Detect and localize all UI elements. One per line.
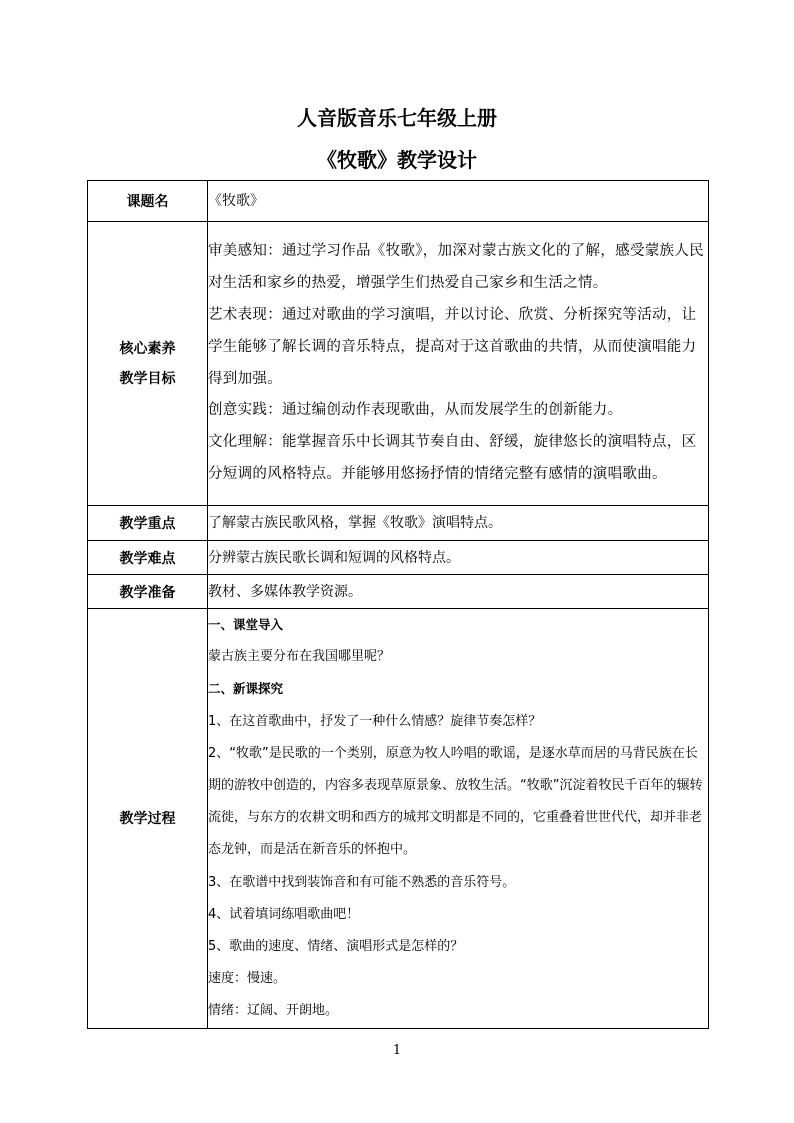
explore-item-3: 3、在歌谱中找到装饰音和有可能不熟悉的音乐符号。	[208, 874, 516, 890]
mood-answer: 情绪：辽阔、开朗地。	[208, 1003, 339, 1019]
goals-label	[88, 222, 208, 506]
keypoint-value	[208, 506, 709, 541]
topic-text: 《牧歌》	[208, 193, 264, 209]
process-content	[208, 609, 709, 1029]
process-label: 教学过程	[88, 609, 208, 1029]
goal-cultural: 文化理解：能掌握音乐中长调其节奏自由、舒缓，旋律悠长的演唱特点，区分短调的风格特点。并能够用悠扬抒情的情绪完整有感情的演唱歌曲。	[208, 434, 697, 482]
section-heading-intro: 一、课堂导入	[208, 617, 284, 632]
goals-content	[208, 222, 709, 506]
topic-value	[208, 181, 709, 222]
section-heading-explore: 二、新课探究	[208, 681, 284, 697]
table-row-difficulty	[88, 541, 709, 575]
topic-label: 课题名	[88, 181, 208, 222]
goal-aesthetic: 审美感知：通过学习作品《牧歌》，加深对蒙古族文化的了解，感受蒙族人民对生活和家乡的热爱，增强学生们热爱自己家乡和生活之情。	[208, 243, 704, 292]
difficulty-label: 教学难点	[88, 541, 208, 575]
document-title: 人音版音乐七年级上册	[297, 106, 497, 130]
explore-item-2: 2、“牧歌”是民歌的一个类别，原意为牧人吟唱的歌谣，是逐水草而居的马背民族在长期的游牧中创造的，内容多表现草原景象、放牧生活。“牧歌”沉淀着牧民千百年的辗转流徙，与东方的农耕文明和西方的城邦文明都是不同的，它重叠着世世代代，却并非老态龙钟，而是活在新音乐的怀抱中。	[208, 745, 703, 858]
goals-label-line1: 核心素养	[119, 340, 176, 357]
explore-item-5: 5、歌曲的速度、情绪、演唱形式是怎样的？	[208, 939, 464, 955]
table-row-preparation	[88, 575, 709, 609]
goal-creative: 创意实践：通过编创动作表现歌曲，从而发展学生的创新能力。	[208, 402, 623, 419]
explore-item-4: 4、试着填词练唱歌曲吧！	[208, 906, 360, 922]
explore-item-1: 1、在这首歌曲中，抒发了一种什么情感？旋律节奏怎样？	[208, 713, 542, 729]
speed-answer: 速度：慢速。	[208, 971, 287, 987]
goal-artistic: 艺术表现：通过对歌曲的学习演唱，并以讨论、欣赏、分析探究等活动，让学生能够了解长调的音乐特点，提高对于这首歌曲的共情，从而使演唱能力得到加强。	[208, 306, 697, 387]
preparation-label: 教学准备	[88, 575, 208, 609]
keypoint-label: 教学重点	[88, 506, 208, 541]
difficulty-value	[208, 541, 709, 575]
goals-label-line2: 教学目标	[119, 370, 176, 387]
difficulty-text: 分辨蒙古族民歌长调和短调的风格特点。	[208, 549, 460, 566]
lesson-title: 《牧歌》教学设计	[317, 148, 477, 172]
preparation-text: 教材、多媒体教学资源。	[208, 583, 362, 600]
table-row-topic	[88, 181, 709, 222]
keypoint-text: 了解蒙古族民歌风格，掌握《牧歌》演唱特点。	[208, 515, 502, 531]
preparation-value	[208, 575, 709, 609]
table-row-process	[88, 609, 709, 1029]
table-row-keypoint	[88, 506, 709, 541]
page-number: 1	[392, 1043, 402, 1058]
lesson-plan-table	[87, 180, 709, 1029]
intro-question: 蒙古族主要分布在我国哪里呢？	[208, 649, 391, 665]
table-row-goals	[88, 222, 709, 506]
